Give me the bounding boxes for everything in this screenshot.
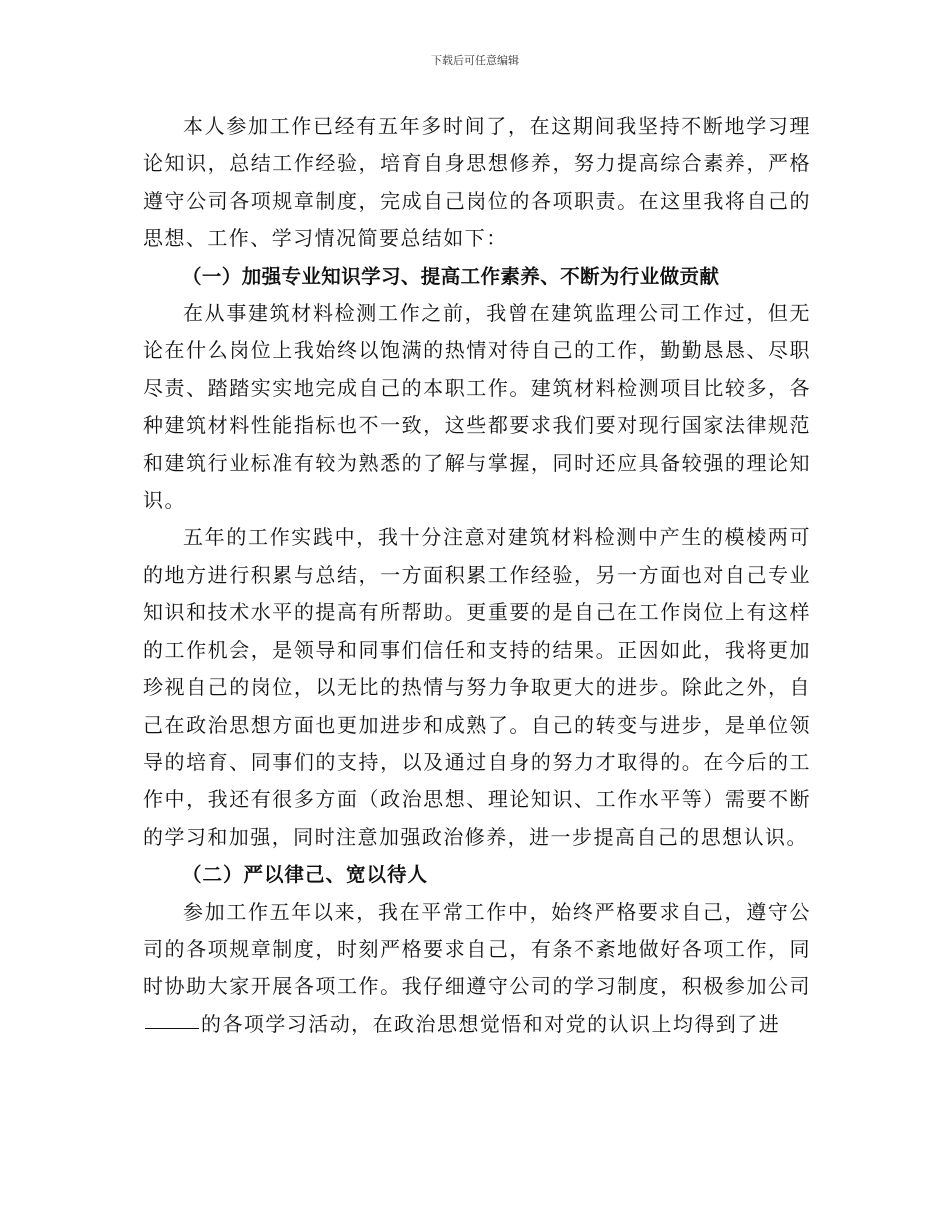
section-heading-2: （二）严以律己、宽以待人 [182, 863, 429, 887]
section2-paragraph-text-end: 的各项学习活动，在政治思想觉悟和对党的认识上均得到了进 [201, 1011, 781, 1036]
document-body [143, 108, 811, 1043]
section-heading-1: （一）加强专业知识学习、提高工作素养、不断为行业做贡献 [182, 264, 720, 288]
section1-paragraph-1: 在从事建筑材料检测工作之前，我曾在建筑监理公司工作过，但无论在什么岗位上我始终以饱满的热情对待自己的工作，勤勤恳恳、尽职尽责、踏踏实实地完成自己的本职工作。建筑材料检测项目比较多，各种建筑材料性能指标也不一致，这些都要求我们要对现行国家法律规范和建筑行业标准有较为熟悉的了解与掌握，同时还应具备较强的理论知识。 [143, 301, 811, 513]
intro-paragraph: 本人参加工作已经有五年多时间了，在这期间我坚持不断地学习理论知识，总结工作经验，培育自身思想修养，努力提高综合素养，严格遵守公司各项规章制度，完成自己岗位的各项职责。在这里我将自己的思想、工作、学习情况简要总结如下： [143, 114, 811, 251]
page-header-note: 下载后可任意编辑 [431, 54, 519, 67]
section2-paragraph-text-start: 参加工作五年以来，我在平常工作中，始终严格要求自己，遵守公司的各项规章制度，时刻严格要求自己，有条不紊地做好各项工作，同时协助大家开展各项工作。我仔细遵守公司的学习制度，积极参加公司 [143, 899, 811, 999]
section1-paragraph-2: 五年的工作实践中，我十分注意对建筑材料检测中产生的模棱两可的地方进行积累与总结，一方面积累工作经验，另一方面也对自己专业知识和技术水平的提高有所帮助。更重要的是自己在工作岗位上有这样的工作机会，是领导和同事们信任和支持的结果。正因如此，我将更加珍视自己的岗位，以无比的热情与努力争取更大的进步。除此之外，自己在政治思想方面也更加进步和成熟了。自己的转变与进步，是单位领导的培育、同事们的支持，以及通过自身的努力才取得的。在今后的工作中，我还有很多方面（政治思想、理论知识、工作水平等）需要不断的学习和加强，同时注意加强政治修养，进一步提高自己的思想认识。 [143, 525, 811, 849]
fill-in-blank [145, 1027, 199, 1029]
section2-paragraph-1 [143, 894, 811, 1044]
